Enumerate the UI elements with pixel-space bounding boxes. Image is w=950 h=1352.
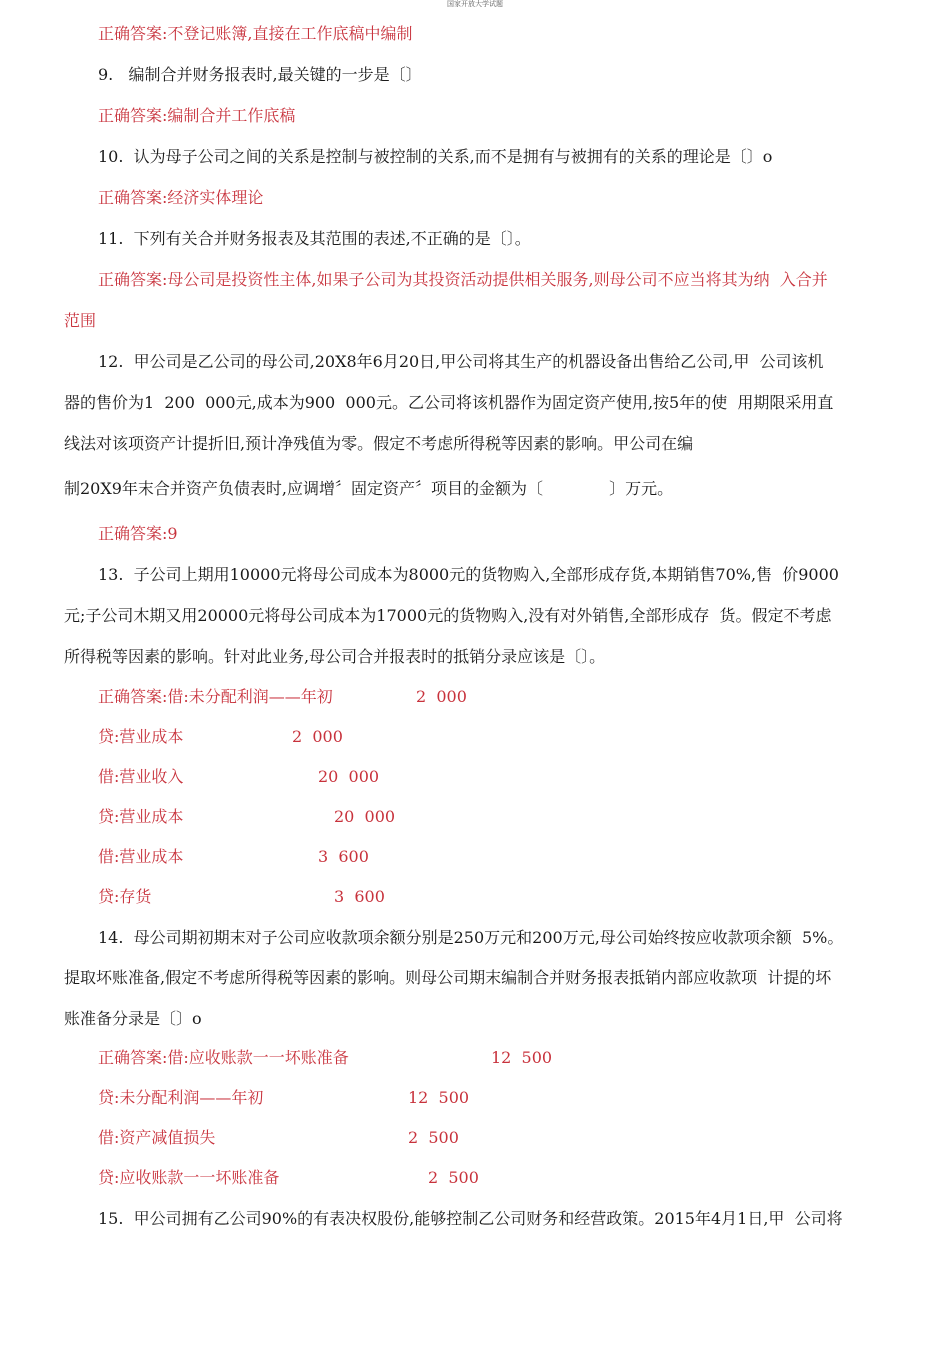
entry-amount: 3 600 [318,847,369,866]
question-14-line1: 14. 母公司期初期末对子公司应收款项余额分别是250万元和200万元,母公司始终按应收款项余额 5%。 [98,928,844,947]
entry-amount: 12 500 [408,1088,470,1107]
entry-label: 贷:未分配利润——年初 [98,1088,264,1107]
question-11: 11. 下列有关合并财务报表及其范围的表述,不正确的是〔〕。 [98,229,531,248]
entry-label: 贷:应收账款一一坏账准备 [98,1168,280,1187]
question-12-line2: 器的售价为1 200 000元,成本为900 000元。乙公司将该机器作为固定资产使用,按5年的使 用期限采用直 [64,393,834,412]
question-10: 10. 认为母子公司之间的关系是控制与被控制的关系,而不是拥有与被拥有的关系的理论是〔〕o [98,147,773,166]
entry-13-4 [98,806,396,828]
entry-label: 贷:营业成本 [98,807,184,826]
entry-amount: 2 000 [416,687,467,706]
entry-amount: 2 500 [408,1128,459,1147]
entry-amount: 12 500 [491,1048,553,1067]
entry-label: 借:营业成本 [98,847,184,866]
answer-10: 正确答案:经济实体理论 [98,188,264,207]
entry-13-6 [98,886,385,908]
entry-label: 贷:营业成本 [98,727,184,746]
entry-amount: 3 600 [334,887,385,906]
entry-14-4 [98,1167,479,1189]
entry-13-2 [98,726,343,748]
entry-label: 借:资产减值损失 [98,1128,216,1147]
answer-12: 正确答案:9 [98,524,178,543]
question-12-line4: 制20X9年末合并资产负债表时,应调增〞固定资产〞项目的金额为〔 〕万元。 [64,479,674,498]
question-13-line2: 元;子公司木期又用20000元将母公司成本为17000元的货物购入,没有对外销售,全部形成存 货。假定不考虑 [64,606,832,625]
entry-label: 借:营业收入 [98,767,184,786]
question-9: 9. 编制合并财务报表时,最关键的一步是〔〕 [98,65,422,84]
answer-11-line2: 范围 [64,311,97,330]
entry-14-3 [98,1127,459,1149]
entry-14-2 [98,1087,470,1109]
page-header: 国家开放大学试题 [447,0,503,8]
question-12-line1: 12. 甲公司是乙公司的母公司,20X8年6月20日,甲公司将其生产的机器设备出售给乙公司,甲 公司该机 [98,352,824,371]
entry-13-3 [98,766,380,788]
answer-11-line1: 正确答案:母公司是投资性主体,如果子公司为其投资活动提供相关服务,则母公司不应当将其为纳 入合并 [98,270,828,289]
answer-9: 正确答案:编制合并工作底稿 [98,106,296,125]
question-14-line3: 账准备分录是〔〕o [64,1009,202,1028]
entry-14-1 [98,1047,553,1069]
question-13-line1: 13. 子公司上期用10000元将母公司成本为8000元的货物购入,全部形成存货,本期销售70%,售 价9000 [98,565,839,584]
answer-8: 正确答案:不登记账簿,直接在工作底稿中编制 [98,24,413,43]
entry-label: 正确答案:借:未分配利润——年初 [98,687,333,706]
entry-label: 贷:存货 [98,887,152,906]
entry-13-5 [98,846,369,868]
question-14-line2: 提取坏账准备,假定不考虑所得税等因素的影响。则母公司期末编制合并财务报表抵销内部应收款项 计提的坏 [64,968,832,987]
question-15-line1: 15. 甲公司拥有乙公司90%的有表决权股份,能够控制乙公司财务和经营政策。2015年4月1日,甲 公司将 [98,1209,843,1228]
entry-amount: 2 500 [428,1168,479,1187]
entry-13-1 [98,686,467,708]
entry-label: 正确答案:借:应收账款一一坏账准备 [98,1048,349,1067]
question-12-line3: 线法对该项资产计提折旧,预计净残值为零。假定不考虑所得税等因素的影响。甲公司在编 [64,434,694,453]
entry-amount: 20 000 [318,767,380,786]
question-13-line3: 所得税等因素的影响。针对此业务,母公司合并报表时的抵销分录应该是〔〕。 [64,647,606,666]
entry-amount: 2 000 [292,727,343,746]
entry-amount: 20 000 [334,807,396,826]
